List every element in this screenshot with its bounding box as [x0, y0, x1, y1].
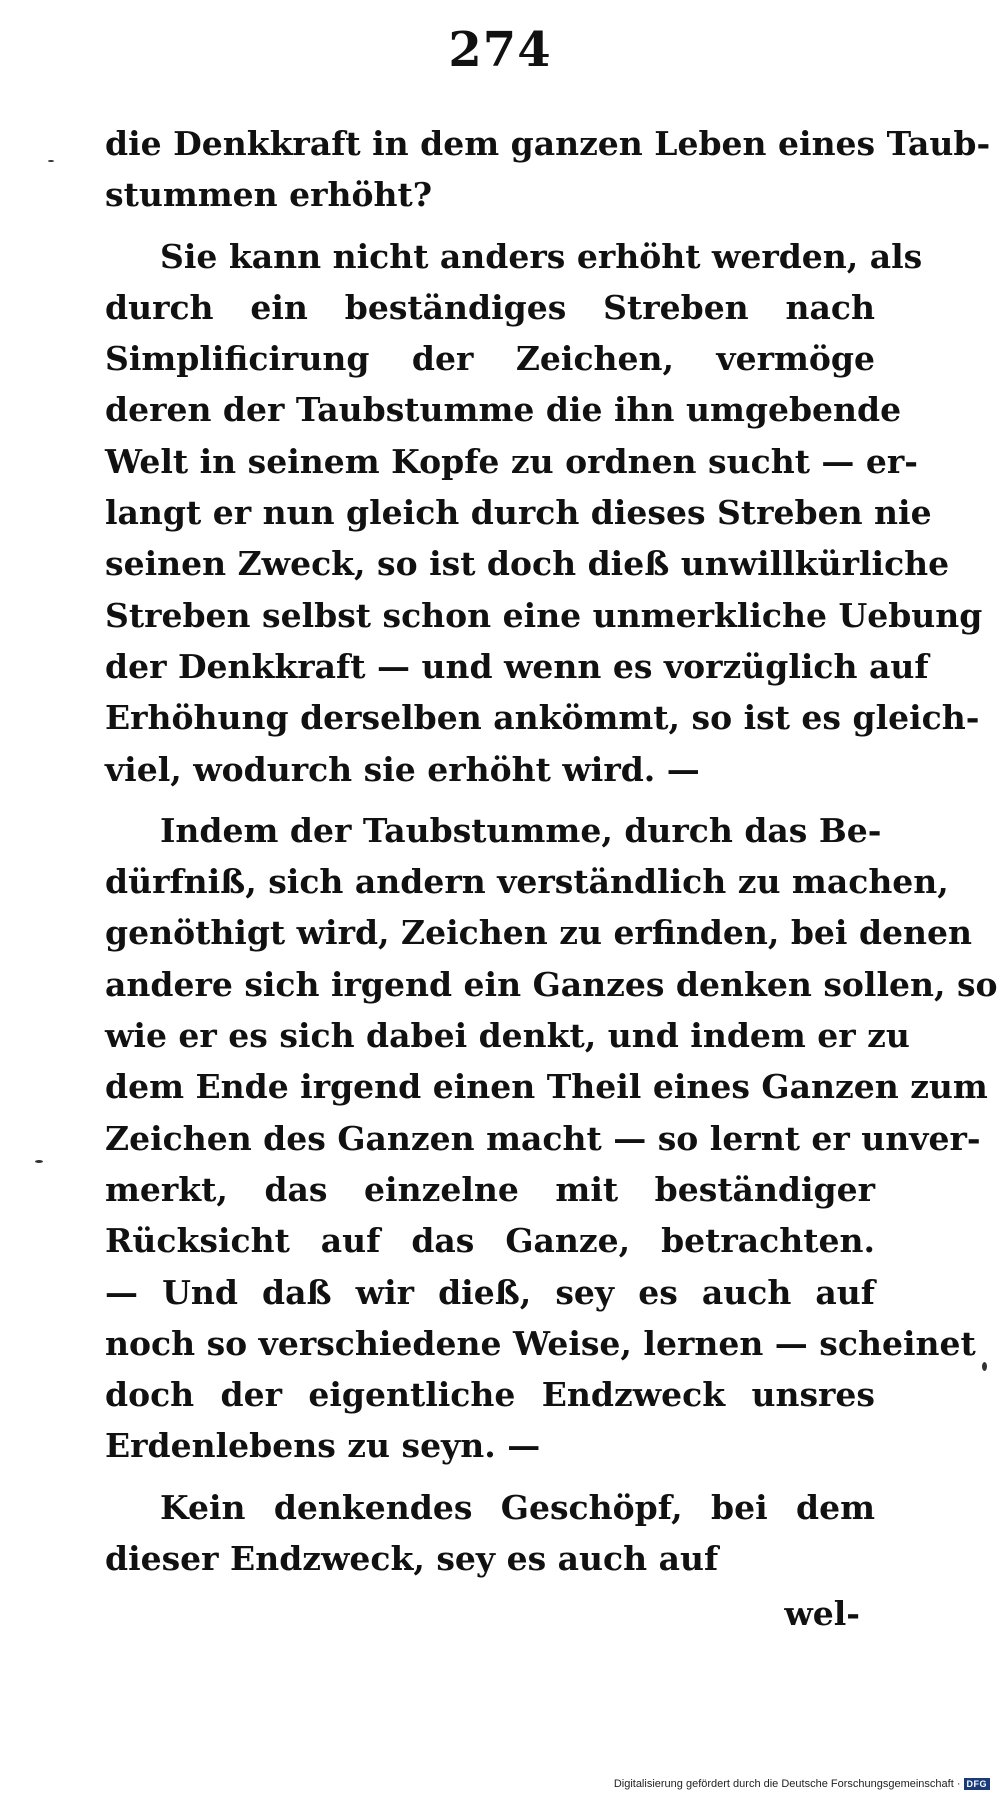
text-line: wie er es sich dabei denkt, und indem er zu	[105, 1016, 910, 1056]
text-line: Erhöhung derselben ankömmt, so ist es gleich-	[105, 698, 980, 738]
text-line: dem Ende irgend einen Theil eines Ganzen zum	[105, 1067, 988, 1107]
text-line: durch ein beständiges Streben nach	[105, 287, 875, 327]
text-line: Streben selbst schon eine unmerkliche Uebung	[105, 595, 983, 635]
footer-text: Digitalisierung gefördert durch die Deutsche Forschungsgemeinschaft ·	[613, 1778, 961, 1790]
page-number: 274	[448, 22, 552, 78]
text-line: der Denkkraft — und wenn es vorzüglich auf	[105, 646, 929, 686]
text-line: Sie kann nicht anders erhöht werden, als	[160, 236, 923, 276]
text-line: Kein denkendes Geschöpf, bei dem	[160, 1487, 875, 1527]
ink-speck	[35, 1160, 43, 1163]
text-line: genöthigt wird, Zeichen zu erfinden, bei denen	[105, 913, 972, 953]
text-line: — Und daß wir dieß, sey es auch auf	[105, 1272, 875, 1312]
text-line: Erdenlebens zu seyn. —	[105, 1426, 541, 1466]
text-line: dieser Endzweck, sey es auch auf	[105, 1539, 719, 1579]
paragraph-gap	[105, 1472, 875, 1482]
paragraph-gap	[105, 221, 875, 231]
text-line: noch so verschiedene Weise, lernen — scheinet	[105, 1323, 976, 1363]
text-line: stummen erhöht?	[105, 175, 433, 215]
dfg-logo: DFG	[964, 1778, 991, 1790]
text-line: merkt, das einzelne mit beständiger	[105, 1169, 875, 1209]
text-line: Rücksicht auf das Ganze, betrachten.	[105, 1221, 875, 1261]
paragraph-gap	[105, 795, 875, 805]
catchword: wel-	[784, 1594, 860, 1633]
text-line: langt er nun gleich durch dieses Streben nie	[105, 493, 932, 533]
digitization-footer	[614, 1778, 990, 1790]
ink-speck	[982, 1362, 987, 1371]
text-line: viel, wodurch sie erhöht wird. —	[105, 749, 700, 789]
ink-speck	[48, 160, 54, 162]
text-line: Simplificirung der Zeichen, vermöge	[105, 339, 875, 379]
text-line: seinen Zweck, so ist doch dieß unwillkürliche	[105, 544, 950, 584]
text-line: die Denkkraft in dem ganzen Leben eines Taub-	[105, 124, 991, 163]
text-line: Zeichen des Ganzen macht — so lernt er unver-	[105, 1118, 981, 1158]
text-line: doch der eigentliche Endzweck unsres	[105, 1375, 875, 1415]
text-line: Indem der Taubstumme, durch das Be-	[160, 810, 882, 850]
text-line: deren der Taubstumme die ihn umgebende	[105, 390, 902, 430]
text-line: Welt in seinem Kopfe zu ordnen sucht — er-	[105, 441, 918, 481]
body-text	[105, 118, 998, 1584]
text-line: dürfniß, sich andern verständlich zu machen,	[105, 862, 949, 902]
text-line: andere sich irgend ein Ganzes denken sollen, so	[105, 964, 998, 1004]
